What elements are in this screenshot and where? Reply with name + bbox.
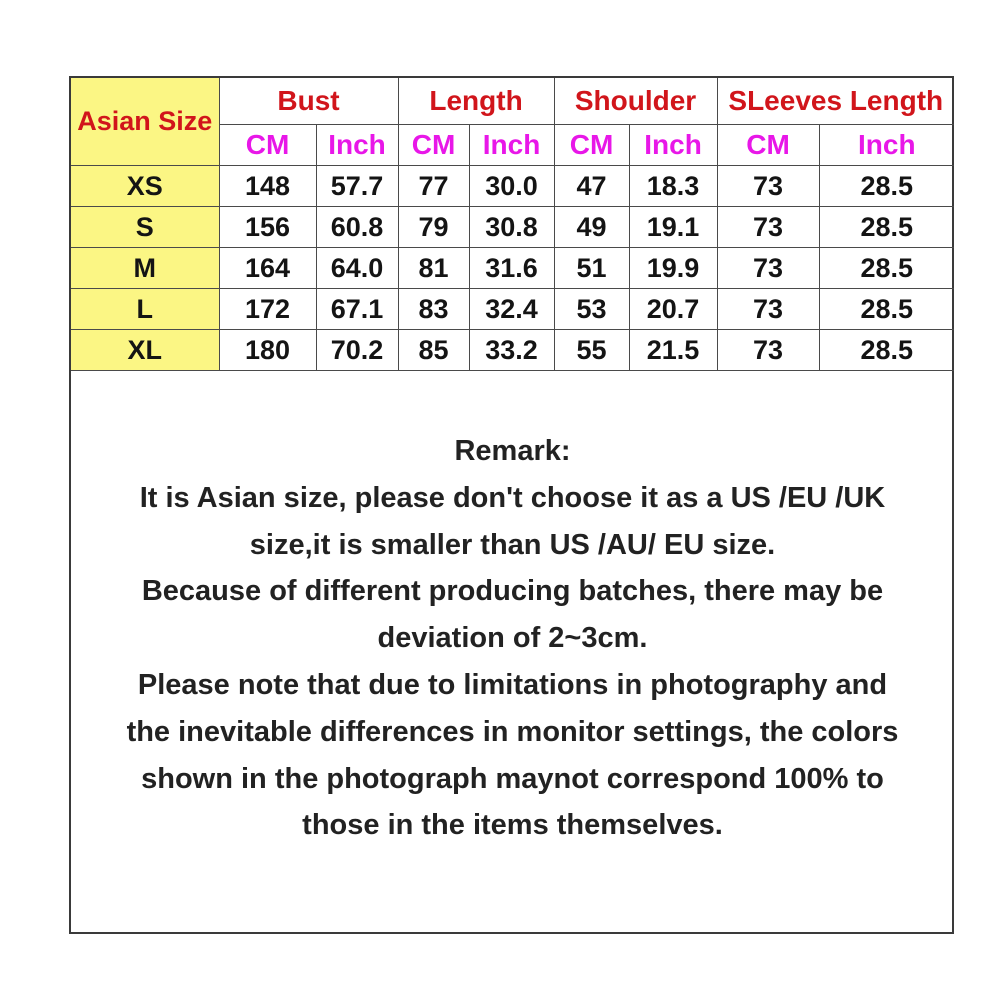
table-cell: 30.0 — [469, 166, 554, 207]
size-label: XL — [71, 330, 219, 371]
sleeves-length-header: SLeeves Length — [717, 78, 954, 125]
bust-header: Bust — [219, 78, 398, 125]
table-cell: 73 — [717, 166, 819, 207]
table-cell: 83 — [398, 289, 469, 330]
table-cell: 73 — [717, 330, 819, 371]
unit-header: CM — [554, 125, 629, 166]
table-cell: 85 — [398, 330, 469, 371]
table-cell: 28.5 — [819, 330, 954, 371]
table-cell: 28.5 — [819, 207, 954, 248]
table-cell: 47 — [554, 166, 629, 207]
table-cell: 32.4 — [469, 289, 554, 330]
remark-line: Please note that due to limitations in photography and — [137, 668, 888, 701]
unit-header: CM — [219, 125, 316, 166]
table-cell: 73 — [717, 248, 819, 289]
remark-line: those in the items themselves. — [302, 809, 723, 842]
table-row — [71, 248, 954, 289]
table-cell: 70.2 — [316, 330, 398, 371]
remark-line: Because of different producing batches, there may be — [141, 575, 884, 608]
table-cell: 30.8 — [469, 207, 554, 248]
table-row — [71, 166, 954, 207]
table-cell: 21.5 — [629, 330, 717, 371]
size-label: XS — [71, 166, 219, 207]
table-cell: 73 — [717, 207, 819, 248]
table-cell: 73 — [717, 289, 819, 330]
table-cell: 33.2 — [469, 330, 554, 371]
unit-header: Inch — [819, 125, 954, 166]
table-cell: 28.5 — [819, 248, 954, 289]
table-cell: 60.8 — [316, 207, 398, 248]
table-cell: 51 — [554, 248, 629, 289]
table-cell: 156 — [219, 207, 316, 248]
remark-block — [71, 428, 954, 849]
table-cell: 55 — [554, 330, 629, 371]
length-header: Length — [398, 78, 554, 125]
table-cell: 64.0 — [316, 248, 398, 289]
remark-line: It is Asian size, please don't choose it as a US /EU /UK — [139, 481, 886, 514]
table-cell: 19.9 — [629, 248, 717, 289]
size-table — [71, 78, 954, 371]
size-chart-frame — [69, 76, 954, 934]
table-cell: 77 — [398, 166, 469, 207]
remark-line: shown in the photograph maynot correspond 100% to — [141, 762, 884, 795]
size-label: S — [71, 207, 219, 248]
remark-title: Remark: — [454, 435, 571, 467]
size-label: L — [71, 289, 219, 330]
asian-size-header: Asian Size — [71, 78, 219, 166]
table-cell: 20.7 — [629, 289, 717, 330]
remark-line: deviation of 2~3cm. — [377, 622, 648, 655]
table-cell: 67.1 — [316, 289, 398, 330]
table-cell: 164 — [219, 248, 316, 289]
table-cell: 31.6 — [469, 248, 554, 289]
table-cell: 79 — [398, 207, 469, 248]
table-row — [71, 330, 954, 371]
unit-header: Inch — [469, 125, 554, 166]
table-cell: 53 — [554, 289, 629, 330]
shoulder-header: Shoulder — [554, 78, 717, 125]
table-cell: 172 — [219, 289, 316, 330]
remark-line: size,it is smaller than US /AU/ EU size. — [249, 528, 776, 561]
unit-header: CM — [717, 125, 819, 166]
table-cell: 18.3 — [629, 166, 717, 207]
unit-header: CM — [398, 125, 469, 166]
table-cell: 148 — [219, 166, 316, 207]
table-row — [71, 207, 954, 248]
table-cell: 180 — [219, 330, 316, 371]
table-cell: 49 — [554, 207, 629, 248]
remark-line: the inevitable differences in monitor settings, the colors — [126, 715, 899, 748]
table-cell: 28.5 — [819, 289, 954, 330]
unit-header: Inch — [629, 125, 717, 166]
size-label: M — [71, 248, 219, 289]
group-header-row — [71, 78, 954, 125]
table-cell: 19.1 — [629, 207, 717, 248]
table-cell: 57.7 — [316, 166, 398, 207]
unit-header: Inch — [316, 125, 398, 166]
table-cell: 81 — [398, 248, 469, 289]
table-cell: 28.5 — [819, 166, 954, 207]
table-row — [71, 289, 954, 330]
